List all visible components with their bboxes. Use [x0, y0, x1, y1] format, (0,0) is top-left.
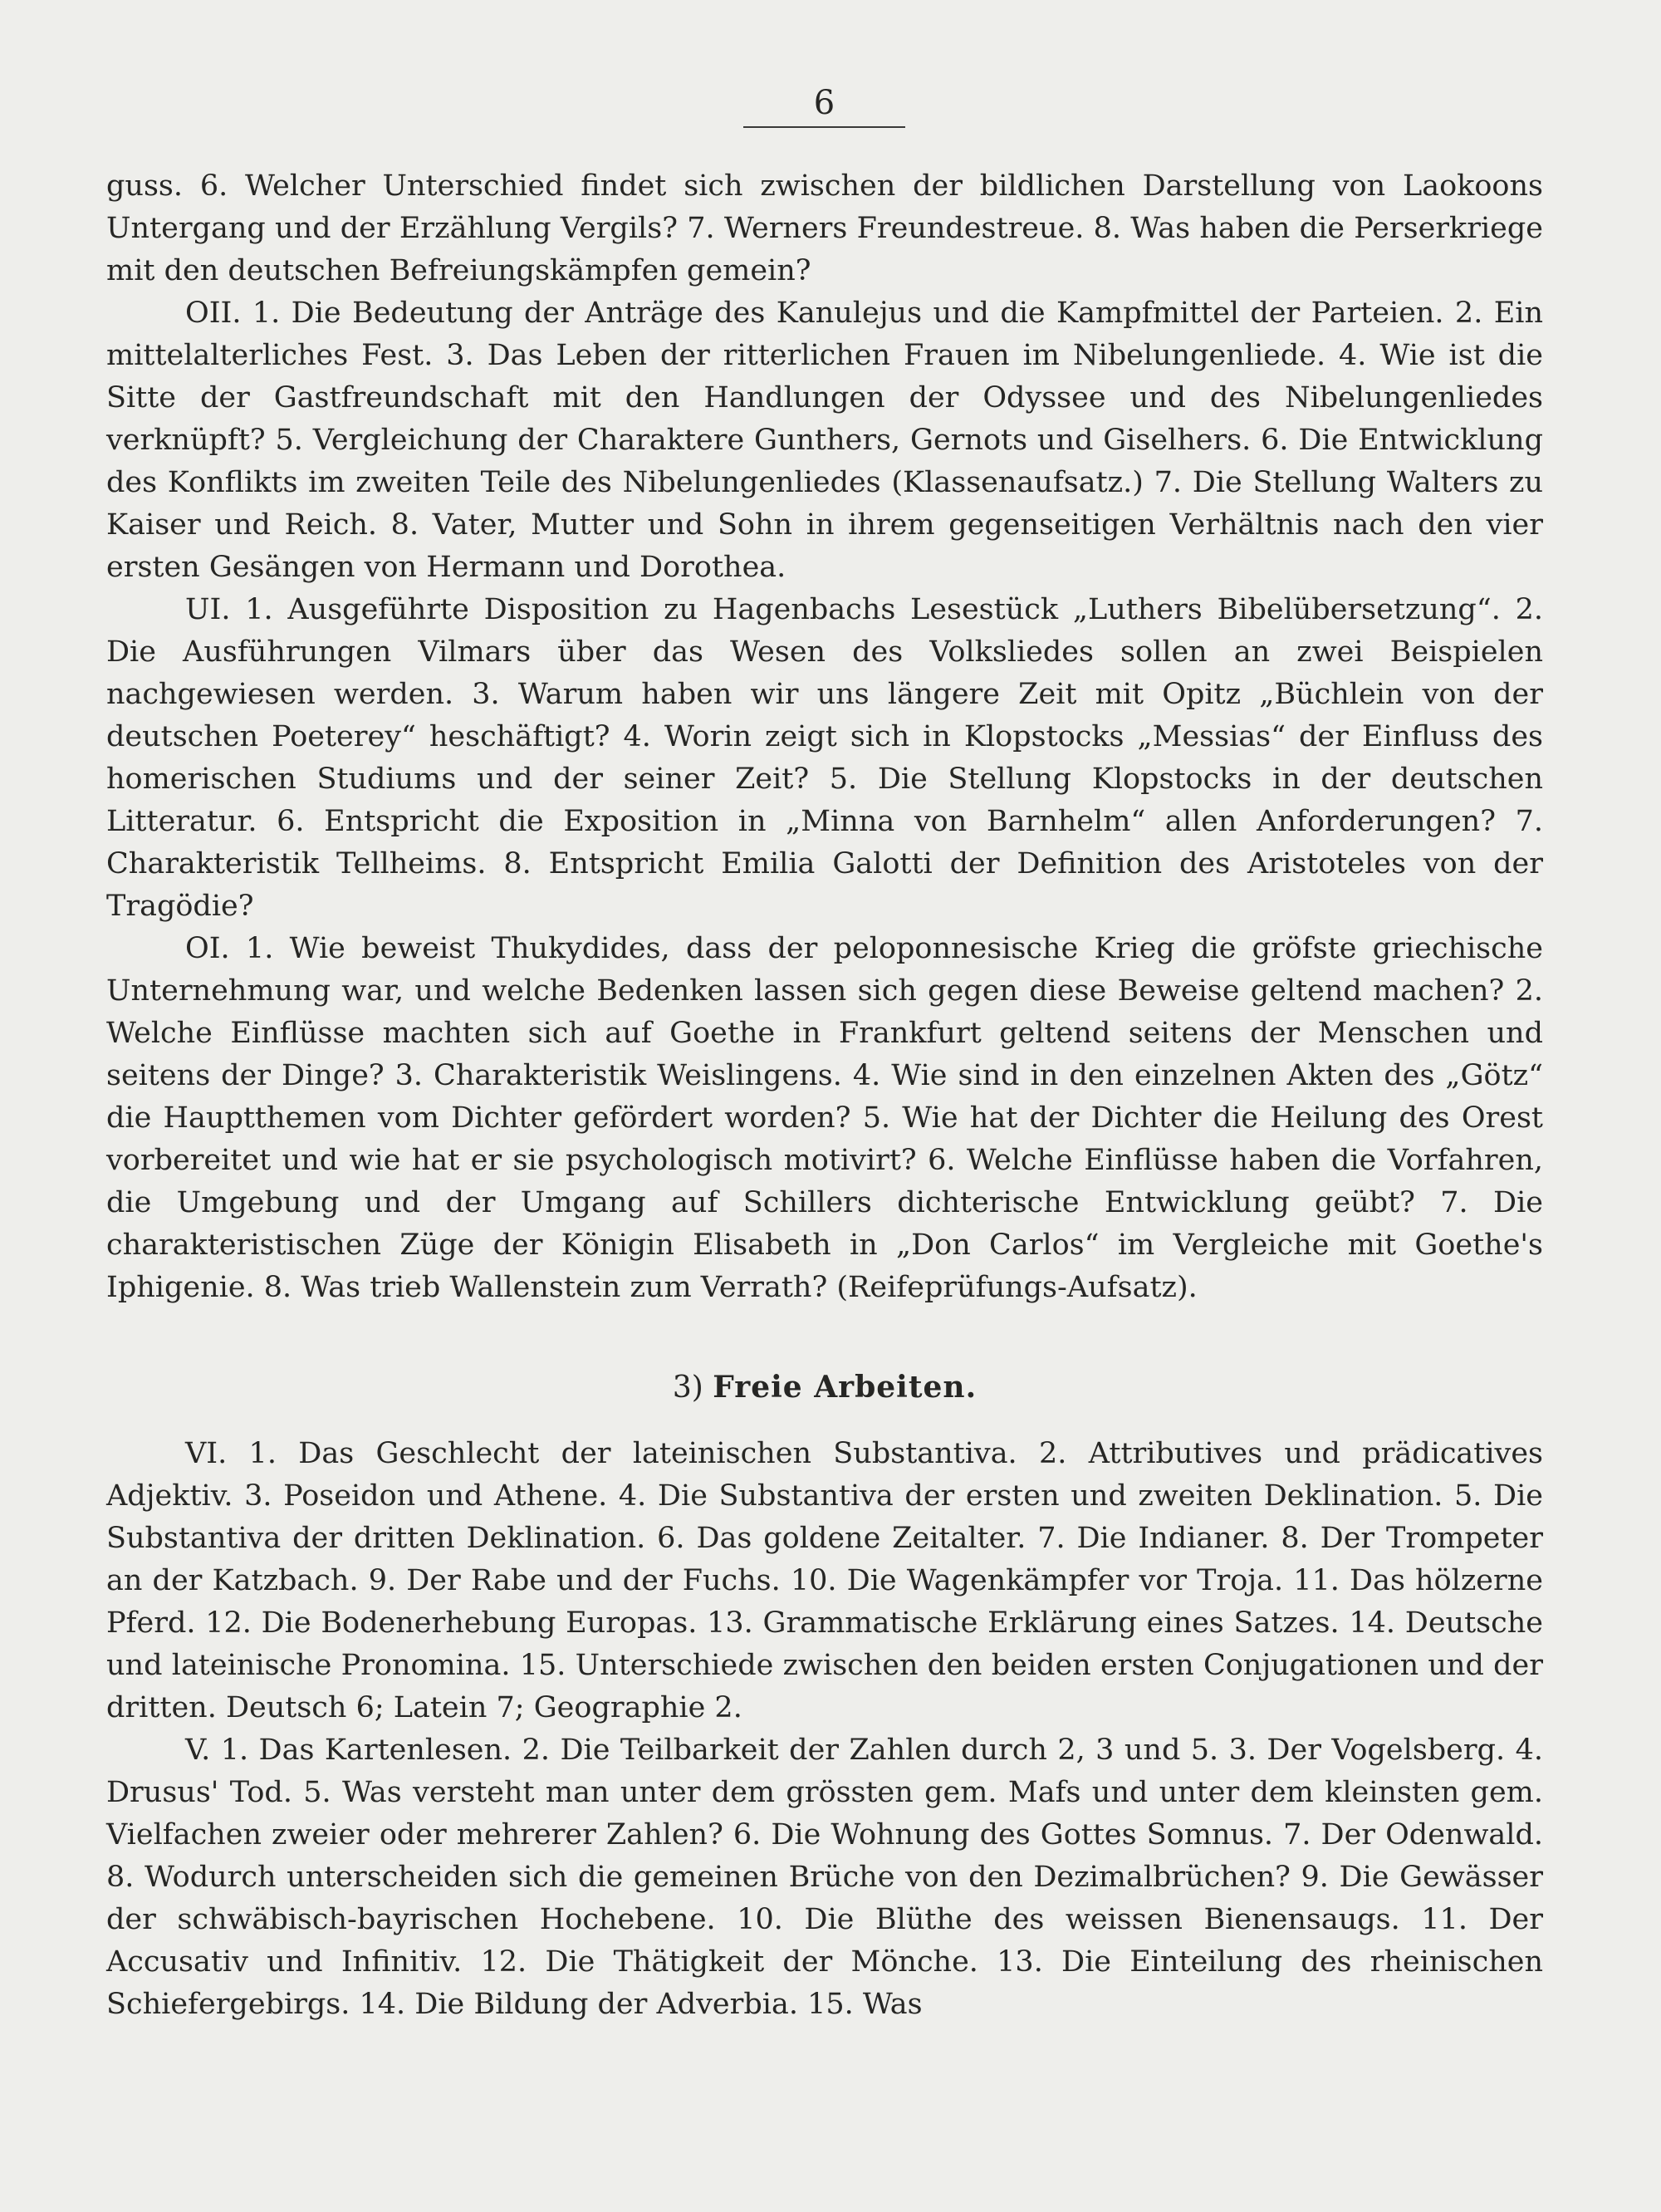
essay-topics-list: [106, 165, 1543, 1309]
section-number: 3): [672, 1371, 703, 1405]
paragraph-class-ui: UI. 1. Ausgeführte Disposition zu Hagenbachs Lesestück „Luthers Bibelübersetzung“. 2. Die Ausführungen Vilmars über das Wesen des Volksliedes sollen an zwei Beispielen nachgewiesen werden. 3. Warum haben wir uns längere Zeit mit Opitz „Büchlein von der deutschen Poeterey“ heschäftigt? 4. Worin zeigt sich in Klopstocks „Messias“ der Einfluss des homerischen Studiums und der seiner Zeit? 5. Die Stellung Klopstocks in der deutschen Litteratur. 6. Entspricht die Exposition in „Minna von Barnhelm“ allen Anforderungen? 7. Charakteristik Tellheims. 8. Entspricht Emilia Galotti der Definition des Aristoteles von der Tragödie?: [106, 593, 1543, 923]
section-title: Freie Arbeiten.: [713, 1370, 977, 1405]
paragraph-continuation: guss. 6. Welcher Unterschied findet sich zwischen der bildlichen Darstellung von Laokoons Untergang und der Erzählung Vergils? 7. Werners Freundestreue. 8. Was haben die Perserkriege mit den deutschen Befreiungskämpfen gemein?: [106, 169, 1543, 287]
page-number: 6: [813, 84, 835, 122]
paragraph-class-oii: OII. 1. Die Bedeutung der Anträge des Kanulejus und die Kampfmittel der Parteien. 2. Ein mittelalterliches Fest. 3. Das Leben der ritterlichen Frauen im Nibelungenliede. 4. Wie ist die Sitte der Gastfreundschaft mit den Handlungen der Odyssee und des Nibelungenliedes verknüpft? 5. Vergleichung der Charaktere Gunthers, Gernots und Giselhers. 6. Die Entwicklung des Konflikts im zweiten Teile des Nibelungenliedes (Klassenaufsatz.) 7. Die Stellung Walters zu Kaiser und Reich. 8. Vater, Mutter und Sohn in ihrem gegenseitigen Verhältnis nach den vier ersten Gesängen von Hermann und Dorothea.: [106, 297, 1543, 584]
page-header: [743, 83, 905, 128]
paragraph-class-oi: OI. 1. Wie beweist Thukydides, dass der peloponnesische Krieg die gröfste griechische Unternehmung war, und welche Bedenken lassen sich gegen diese Beweise geltend machen? 2. Welche Einflüsse machten sich auf Goethe in Frankfurt geltend seitens der Menschen und seitens der Dinge? 3. Charakteristik Weislingens. 4. Wie sind in den einzelnen Akten des „Götz“ die Hauptthemen vom Dichter gefördert worden? 5. Wie hat der Dichter die Heilung des Orest vorbereitet und wie hat er sie psychologisch motivirt? 6. Welche Einflüsse haben die Vorfahren, die Umgebung und der Umgang auf Schillers dichterische Entwicklung geübt? 7. Die charakteristischen Züge der Königin Elisabeth in „Don Carlos“ im Vergleiche mit Goethe's Iphigenie. 8. Was trieb Wallenstein zum Verrath? (Reifeprüfungs-Aufsatz).: [106, 932, 1543, 1304]
paragraph-class-v: V. 1. Das Kartenlesen. 2. Die Teilbarkeit der Zahlen durch 2, 3 und 5. 3. Der Vogelsberg. 4. Drusus' Tod. 5. Was versteht man unter dem grössten gem. Mafs und unter dem kleinsten gem. Vielfachen zweier oder mehrerer Zahlen? 6. Die Wohnung des Gottes Somnus. 7. Der Odenwald. 8. Wodurch unterscheiden sich die gemeinen Brüche von den Dezimalbrüchen? 9. Die Gewässer der schwäbisch-bayrischen Hochebene. 10. Die Blüthe des weissen Bienensaugs. 11. Der Accusativ und Infinitiv. 12. Die Thätigkeit der Mönche. 13. Die Einteilung des rheinischen Schiefergebirgs. 14. Die Bildung der Adverbia. 15. Was: [106, 1734, 1543, 2021]
free-work-topics-list: [106, 1433, 1543, 2026]
paragraph-class-vi: VI. 1. Das Geschlecht der lateinischen Substantiva. 2. Attributives und prädicatives Adjektiv. 3. Poseidon und Athene. 4. Die Substantiva der ersten und zweiten Deklination. 5. Die Substantiva der dritten Deklination. 6. Das goldene Zeitalter. 7. Die Indianer. 8. Der Trompeter an der Katzbach. 9. Der Rabe und der Fuchs. 10. Die Wagenkämpfer vor Troja. 11. Das hölzerne Pferd. 12. Die Bodenerhebung Europas. 13. Grammatische Erklärung eines Satzes. 14. Deutsche und lateinische Pronomina. 15. Unterschiede zwischen den beiden ersten Conjugationen und der dritten. Deutsch 6; Latein 7; Geographie 2.: [106, 1437, 1543, 1724]
page-number-rule: [743, 126, 905, 128]
section-heading: [106, 1366, 1543, 1409]
